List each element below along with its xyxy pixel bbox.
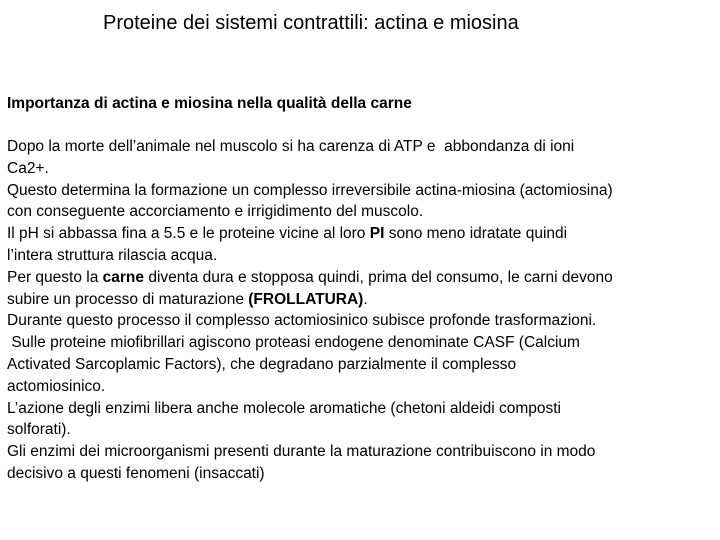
text-span: Per questo la (7, 268, 103, 286)
paragraph-casf: Sulle proteine miofibrillari agiscono proteasi endogene denominate CASF (Calcium Activated Sarcoplamic Factors), che degradano parzialmente il complesso actomiosinico. (7, 334, 580, 395)
body-text (7, 136, 720, 485)
bold-term-pi: PI (369, 225, 385, 243)
text-span: sono meno idratate quindi l’intera struttura rilascia acqua. (7, 225, 568, 264)
text-span: diventa dura e stopposa quindi, prima del consumo, le carni devono subire un processo di maturazione (7, 268, 613, 308)
bold-term-carne: carne (102, 268, 145, 286)
bold-term-frollatura: (FROLLATURA) (248, 290, 364, 308)
paragraph-actomiosina: Questo determina la formazione un complesso irreversibile actina-miosina (actomiosina) con conseguente accorciamento e irrigidimento del muscolo. (7, 181, 613, 221)
slide-title: Proteine dei sistemi contrattili: actina e miosina (103, 12, 519, 34)
paragraph-microorganismi: Gli enzimi dei microorganismi presenti durante la maturazione contribuiscono in modo decisivo a questi fenomeni (insaccati) (7, 443, 596, 482)
paragraph-ph (7, 223, 720, 267)
text-span: Il pH si abbassa fina a 5.5 e le proteine vicine al loro (7, 225, 370, 243)
paragraph-aromatiche: L’azione degli enzimi libera anche molecole aromatiche (chetoni aldeidi composti solforati). (7, 399, 562, 439)
text-span: . (363, 290, 368, 308)
paragraph-atp: Dopo la morte dell’animale nel muscolo si ha carenza di ATP e abbondanza di ioni Ca2+. (7, 138, 575, 177)
paragraph-frollatura (7, 267, 720, 311)
section-heading: Importanza di actina e miosina nella qualità della carne (7, 95, 412, 112)
paragraph-trasformazioni: Durante questo processo il complesso actomiosinico subisce profonde trasformazioni. (7, 312, 597, 330)
